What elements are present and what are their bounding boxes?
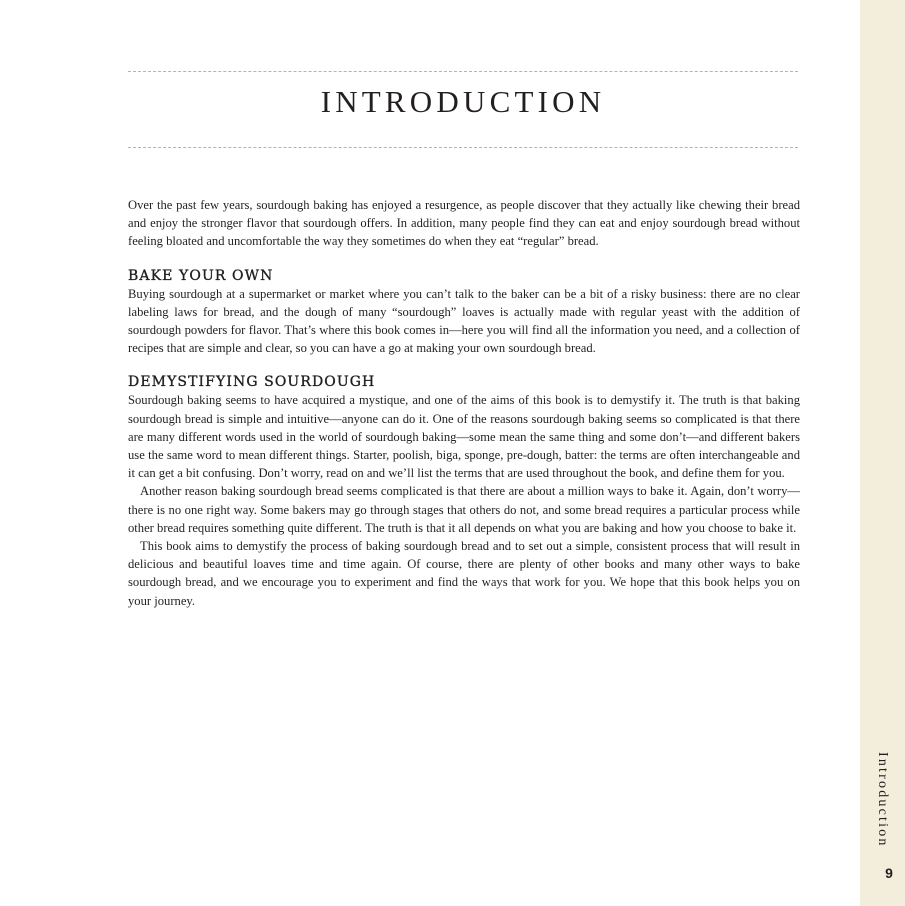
title-rule-bottom: [128, 147, 798, 148]
intro-paragraph: Over the past few years, sourdough baking has enjoyed a resurgence, as people discover that they actually like chewing their bread and enjoy the stronger flavor that sourdough offers. In addition, many people find they can eat and enjoy sourdough bread without feeling bloated and uncomfortable the way they sometimes do when they eat “regular” bread.: [128, 198, 800, 249]
section-heading-bake-your-own: BAKE YOUR OWN: [128, 267, 274, 284]
demystifying-paragraph-3: This book aims to demystify the process of baking sourdough bread and to set out a simple, consistent process that will result in delicious and beautiful loaves time and time again. Of course, there are plenty of other books and many other ways to bake sourdough bread, and we encourage you to experiment and find the ways that work for you. We hope that this book helps you on your journey.: [128, 539, 800, 608]
page-title: INTRODUCTION: [320, 84, 606, 119]
bake-your-own-paragraph: Buying sourdough at a supermarket or market where you can’t talk to the baker can be a bit of a risky business: there are no clear labeling laws for bread, and the dough of many “sourdough” loaves is actually made with regular yeast with the addition of sourdough powders for flavor. That’s where this book comes in—here you will find all the information you need, and a collection of recipes that are simple and clear, so you can have a go at making your own sourdough bread.: [128, 286, 800, 356]
section-heading-demystifying-sourdough: DEMYSTIFYING SOURDOUGH: [128, 374, 376, 391]
page-number: 9: [885, 865, 893, 881]
demystifying-paragraph-2: Another reason baking sourdough bread seems complicated is that there are about a million ways to bake it. Again, don’t worry—there is no one right way. Some bakers may go through stages that others do not, and some bread requires a particular process while other bread requires something quite different. The truth is that it all depends on what you are baking and how you choose to bake it.: [128, 484, 800, 535]
chapter-side-label: [866, 752, 898, 847]
demystifying-paragraph-1: Sourdough baking seems to have acquired a mystique, and one of the aims of this book is to demystify it. The truth is that baking sourdough bread is simple and intuitive—anyone can do it. One of the reasons sourdough baking seems so complicated is that there are many different words used in the world of sourdough baking—some mean the same thing and some don’t—and different bakers use the same word to mean different things. Starter, poolish, biga, sponge, pre-dough, batter: the terms are often interchangeable and it can get a bit confusing. Don’t worry, read on and we’ll list the terms that are used throughout the book, and define them for you.: [128, 393, 800, 481]
chapter-side-label-text: Introduction: [875, 752, 890, 848]
body-text: [128, 196, 800, 610]
title-rule-top: [128, 71, 798, 72]
